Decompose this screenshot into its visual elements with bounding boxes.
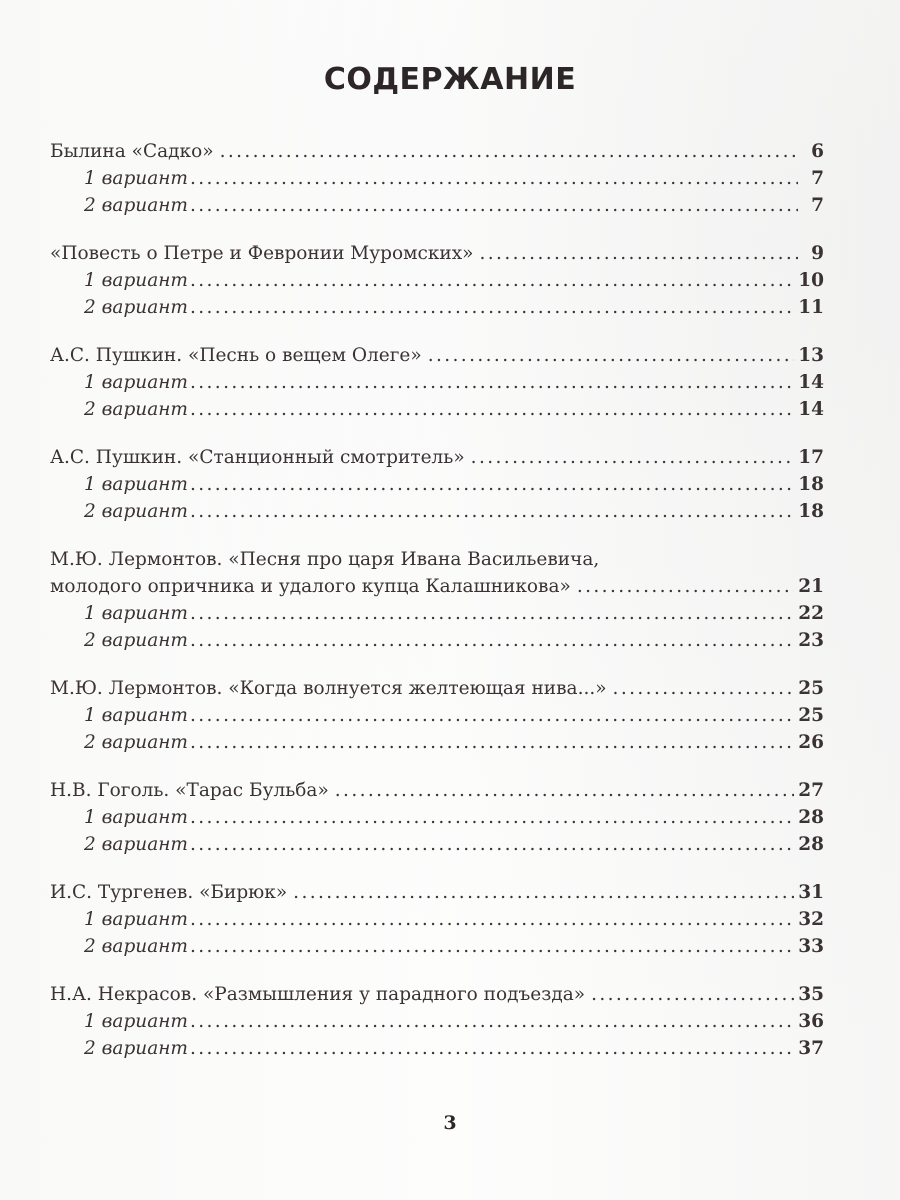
variant-label: 2 вариант [84, 297, 188, 318]
toc-variant-entry[interactable] [50, 369, 824, 396]
toc-page-number: 31 [798, 882, 824, 903]
toc-page-number: 7 [811, 168, 824, 189]
toc-entry-title: Былина «Садко» [50, 141, 214, 162]
toc-page-number: 9 [811, 243, 824, 264]
toc-entry-title: А.С. Пушкин. «Песнь о вещем Олеге» [50, 345, 422, 366]
toc-entry-title: И.С. Тургенев. «Бирюк» [50, 882, 288, 903]
dot-leader [190, 1008, 794, 1035]
dot-leader [613, 675, 795, 702]
toc-page-number: 28 [798, 807, 824, 828]
variant-label: 1 вариант [84, 168, 188, 189]
dot-leader [190, 267, 794, 294]
toc-variant-entry[interactable] [50, 396, 824, 423]
dot-leader [577, 573, 794, 600]
toc-page-number: 18 [798, 474, 824, 495]
dot-leader [428, 342, 795, 369]
dot-leader [190, 165, 798, 192]
dot-leader [190, 471, 794, 498]
dot-leader [190, 804, 794, 831]
dot-leader [471, 444, 795, 471]
toc-variant-entry[interactable] [50, 471, 824, 498]
page-number: 3 [443, 1112, 457, 1134]
variant-label: 1 вариант [84, 1011, 188, 1032]
toc-entry-title: Н.А. Некрасов. «Размышления у парадного подъезда» [50, 984, 586, 1005]
toc-page-number: 28 [798, 834, 824, 855]
toc-page-number: 18 [798, 501, 824, 522]
toc-page-number: 14 [798, 372, 824, 393]
toc-variant-entry[interactable] [50, 627, 824, 654]
toc-page-number: 21 [798, 576, 824, 597]
variant-label: 1 вариант [84, 372, 188, 393]
toc-page-number: 6 [811, 141, 824, 162]
toc-page-number: 10 [798, 270, 824, 291]
toc-entry[interactable] [50, 879, 824, 906]
toc-entry[interactable] [50, 573, 824, 600]
table-of-contents [50, 138, 824, 1083]
variant-label: 2 вариант [84, 936, 188, 957]
toc-variant-entry[interactable] [50, 267, 824, 294]
toc-section [50, 546, 824, 654]
dot-leader [190, 702, 794, 729]
toc-page-number: 37 [798, 1038, 824, 1059]
toc-page-number: 36 [798, 1011, 824, 1032]
toc-variant-entry[interactable] [50, 831, 824, 858]
toc-page-number: 33 [798, 936, 824, 957]
variant-label: 2 вариант [84, 630, 188, 651]
dot-leader [190, 396, 794, 423]
page-title: СОДЕРЖАНИЕ [323, 62, 577, 97]
toc-variant-entry[interactable] [50, 1035, 824, 1062]
toc-entry-title: А.С. Пушкин. «Станционный смотритель» [50, 447, 465, 468]
toc-page-number: 25 [798, 678, 824, 699]
dot-leader [190, 369, 794, 396]
toc-variant-entry[interactable] [50, 933, 824, 960]
toc-variant-entry[interactable] [50, 600, 824, 627]
toc-entry[interactable] [50, 138, 824, 165]
toc-section [50, 675, 824, 756]
dot-leader [220, 138, 798, 165]
toc-entry-title: М.Ю. Лермонтов. «Когда волнуется желтеющая нива...» [50, 678, 607, 699]
dot-leader [190, 831, 794, 858]
dot-leader [480, 240, 799, 267]
dot-leader [190, 729, 794, 756]
toc-section [50, 879, 824, 960]
toc-page-number: 32 [798, 909, 824, 930]
toc-section [50, 777, 824, 858]
toc-page-number: 14 [798, 399, 824, 420]
dot-leader [190, 1035, 794, 1062]
toc-entry-title: молодого опричника и удалого купца Калашникова» [50, 576, 571, 597]
dot-leader [190, 933, 794, 960]
toc-entry-title: «Повесть о Петре и Февронии Муромских» [50, 243, 474, 264]
toc-variant-entry[interactable] [50, 804, 824, 831]
dot-leader [190, 906, 794, 933]
toc-entry[interactable] [50, 777, 824, 804]
toc-section [50, 444, 824, 525]
variant-label: 1 вариант [84, 270, 188, 291]
toc-section [50, 981, 824, 1062]
dot-leader [293, 879, 794, 906]
toc-entry[interactable] [50, 444, 824, 471]
toc-page-number: 13 [798, 345, 824, 366]
toc-section [50, 138, 824, 219]
toc-page-number: 17 [798, 447, 824, 468]
toc-entry-title: Н.В. Гоголь. «Тарас Бульба» [50, 780, 329, 801]
dot-leader [190, 498, 794, 525]
toc-variant-entry[interactable] [50, 192, 824, 219]
toc-section [50, 342, 824, 423]
toc-page-number: 11 [798, 297, 824, 318]
toc-variant-entry[interactable] [50, 702, 824, 729]
dot-leader [190, 600, 794, 627]
toc-page-number: 35 [798, 984, 824, 1005]
toc-variant-entry[interactable] [50, 165, 824, 192]
dot-leader [190, 627, 794, 654]
toc-section [50, 240, 824, 321]
toc-page-number: 22 [798, 603, 824, 624]
toc-entry-line[interactable] [50, 546, 824, 573]
toc-variant-entry[interactable] [50, 294, 824, 321]
toc-entry[interactable] [50, 342, 824, 369]
toc-page-number: 26 [798, 732, 824, 753]
dot-leader [190, 192, 798, 219]
toc-variant-entry[interactable] [50, 498, 824, 525]
variant-label: 1 вариант [84, 807, 188, 828]
variant-label: 1 вариант [84, 909, 188, 930]
variant-label: 2 вариант [84, 732, 188, 753]
toc-page-number: 23 [798, 630, 824, 651]
toc-entry-title: М.Ю. Лермонтов. «Песня про царя Ивана Васильевича, [50, 549, 600, 570]
variant-label: 1 вариант [84, 705, 188, 726]
toc-entry[interactable] [50, 675, 824, 702]
variant-label: 2 вариант [84, 399, 188, 420]
toc-entry[interactable] [50, 240, 824, 267]
variant-label: 1 вариант [84, 474, 188, 495]
toc-variant-entry[interactable] [50, 906, 824, 933]
toc-page-number: 7 [811, 195, 824, 216]
toc-page-number: 25 [798, 705, 824, 726]
toc-page-number: 27 [798, 780, 824, 801]
variant-label: 2 вариант [84, 834, 188, 855]
variant-label: 2 вариант [84, 195, 188, 216]
variant-label: 2 вариант [84, 501, 188, 522]
dot-leader [335, 777, 794, 804]
variant-label: 2 вариант [84, 1038, 188, 1059]
dot-leader [190, 294, 794, 321]
variant-label: 1 вариант [84, 603, 188, 624]
toc-variant-entry[interactable] [50, 1008, 824, 1035]
toc-entry[interactable] [50, 981, 824, 1008]
dot-leader [591, 981, 794, 1008]
toc-variant-entry[interactable] [50, 729, 824, 756]
